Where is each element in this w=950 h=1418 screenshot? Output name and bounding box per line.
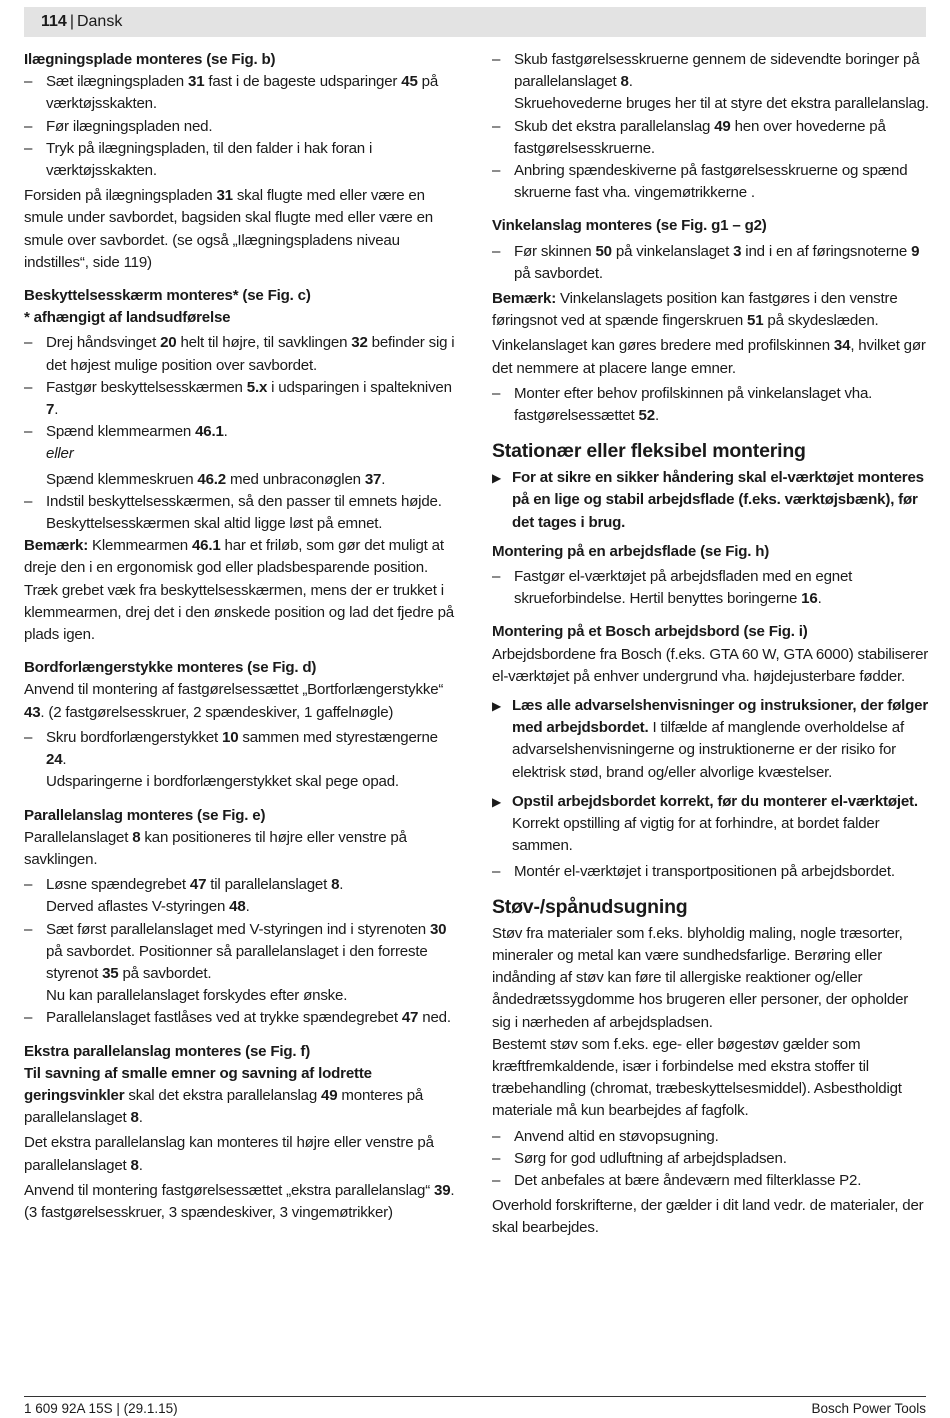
list-item: – Skru bordforlængerstykket 10 sammen med styrestængerne 24. Udsparingerne i bordforlængerstykket skal pege opad. — [24, 728, 438, 791]
paragraph: Bemærk: Klemmearmen 46.1 har et friløb, som gør det muligt at dreje den i en ergonomisk god eller pladsbesparende position. — [24, 537, 444, 577]
dash-bullet: – — [24, 492, 33, 510]
list-item: – Tryk på ilægningspladen, til den falder i hak foran i værktøjsskakten. — [24, 139, 373, 180]
list-item: – Anbring spændeskiverne på fastgørelsesskruerne og spænd skruerne fast vha. vingemøtrikkerne . — [492, 162, 908, 202]
list-item: – Sæt ilægningspladen 31 fast i de bageste udsparinger 45 på værktøjsskakten. — [24, 73, 439, 113]
dash-bullet: – — [24, 334, 33, 352]
warning-item: ▶ For at sikre en sikker håndering skal el-værktøjet monteres på en lige og stabil arbejdsflade (f.eks. værktøjsbænk), før det tages i brug. — [492, 469, 924, 531]
list-item: – Parallelanslaget fastlåses ved at trykke spændegrebet 47 ned. — [24, 1007, 462, 1029]
arrow-bullet-icon: ▶ — [492, 794, 502, 809]
list-item: – Fastgør beskyttelsesskærmen 5.x i udsparingen i spaltekniven 7. — [24, 378, 452, 419]
paragraph: Arbejdsbordene fra Bosch (f.eks. GTA 60 W, GTA 6000) stabiliserer el-værktøjet på enhver undergrund vha. højdejusterbare fødder. — [492, 645, 929, 685]
dash-bullet: – — [492, 242, 501, 260]
heading-ekstra-parallelanslag: Ekstra parallelanslag monteres (se Fig. f) — [24, 1042, 311, 1060]
warning-item: ▶ Læs alle advarselshenvisninger og instruksioner, der følger med arbejdsbordet. I tilfælde af manglende overholdelse af advarselshenvisningerne og instruktionerne er der risiko for elektrisk stød, brand og/eller alvorlige kvæstelser. — [492, 697, 928, 781]
footer-doc-code: 1 609 92A 15S | (29.1.15) — [24, 1401, 178, 1416]
dash-bullet: – — [24, 1009, 33, 1027]
list-item: – Det anbefales at bære åndeværn med filterklasse P2. — [492, 1170, 930, 1192]
dash-bullet: – — [492, 1127, 501, 1145]
list-item: – Løsne spændegrebet 47 til parallelanslaget 8. Derved aflastes V-styringen 48. — [24, 876, 344, 916]
footer-brand: Bosch Power Tools — [811, 1401, 926, 1416]
footer-divider — [24, 1396, 926, 1397]
list-item: – Sørg for god udluftning af arbejdspladsen. — [492, 1148, 930, 1170]
list-item: – Montér el-værktøjet i transportpositionen på arbejdsbordet. — [492, 861, 930, 883]
dash-bullet: – — [492, 568, 501, 586]
paragraph: Træk grebet væk fra beskyttelsesskærmen, mens der er trukket i klemmearmen, drej det i den ønskede position og lad det fjedre på plads igen. — [24, 581, 455, 644]
dash-bullet: – — [24, 73, 33, 91]
dash-bullet: – — [24, 876, 33, 894]
arrow-bullet-icon: ▶ — [492, 699, 502, 714]
list-item: – Skub det ekstra parallelanslag 49 hen over hovederne på fastgørelsesskruerne. — [492, 117, 886, 157]
dash-bullet: – — [24, 728, 33, 746]
list-item: – Anvend altid en støvopsugning. — [492, 1126, 930, 1148]
paragraph: Anvend til montering af fastgørelsessættet „Bortforlængerstykke“ 43. (2 fastgørelsesskruer, 2 spændeskiver, 1 gaffelnøgle) — [24, 681, 444, 721]
dash-bullet: – — [492, 1149, 501, 1167]
dash-bullet: – — [24, 920, 33, 938]
dash-bullet: – — [24, 139, 33, 157]
dash-bullet: – — [24, 117, 33, 135]
page-number: 114 — [41, 13, 67, 30]
heading-beskyttelsesskaerm: Beskyttelsesskærm monteres* (se Fig. c) — [24, 287, 311, 305]
list-item: – Før ilægningspladen ned. — [24, 116, 462, 138]
heading-stov-spanudsugning: Støv-/spånudsugning — [492, 895, 688, 918]
dash-bullet: – — [492, 1171, 501, 1189]
paragraph: Bestemt støv som f.eks. ege- eller bøgestøv gælder som kræftfremkaldende, især i forbindelse med ekstra stoffer til træbehandling (chromat, træbeskyttelsesmiddel). Asbestholdigt materiale må kun bearbejdes af fagfolk. — [492, 1035, 902, 1120]
paragraph: Bemærk: Vinkelanslagets position kan fastgøres i den venstre føringsnot ved at spænde fingerskruen 51 på skydeslæden. — [492, 290, 898, 330]
paragraph: Det ekstra parallelanslag kan monteres til højre eller venstre på parallelanslaget 8. — [24, 1134, 434, 1174]
arrow-bullet-icon: ▶ — [492, 471, 502, 486]
paragraph: Parallelanslaget 8 kan positioneres til højre eller venstre på savklingen. — [24, 828, 407, 868]
heading-vinkelanslag: Vinkelanslag monteres (se Fig. g1 – g2) — [492, 217, 767, 235]
list-item: – Sæt først parallelanslaget med V-styringen ind i styrenoten 30 på savbordet. Positionner så parallelanslaget i den forreste styrenot 35 på savbordet. Nu kan parallelanslaget forskydes efter ønske. — [24, 920, 447, 1005]
heading-stationaer-montering: Stationær eller fleksibel montering — [492, 440, 806, 463]
header-language: Dansk — [76, 13, 123, 30]
dash-bullet: – — [24, 423, 33, 441]
dash-bullet: – — [492, 117, 501, 135]
list-item: – Fastgør el-værktøjet på arbejdsfladen med en egnet skrueforbindelse. Hertil benyttes boringerne 16. — [492, 568, 853, 608]
dash-bullet: – — [492, 162, 501, 180]
list-item: – Spænd klemmearmen 46.1. eller — [24, 423, 228, 463]
list-item: – Drej håndsvinget 20 helt til højre, til savklingen 32 befinder sig i det højest mulige position over savbordet. — [24, 334, 455, 374]
list-item: Spænd klemmeskruen 46.2 med unbraconøglen 37. — [46, 470, 386, 488]
heading-arbejdsflade: Montering på en arbejdsflade (se Fig. h) — [492, 542, 770, 560]
warning-item: ▶ Opstil arbejdsbordet korrekt, før du monterer el-værktøjet. Korrekt opstilling af vigtig for at forhindre, at bordet falder sammen. — [492, 792, 918, 855]
heading-beskyttelsesskaerm-sub: * afhængigt af landsudførelse — [24, 309, 231, 327]
left-column — [24, 49, 462, 1224]
page-header — [24, 7, 926, 37]
right-column — [492, 49, 930, 1240]
list-item: – Skub fastgørelsesskruerne gennem de sidevendte boringer på parallelanslaget 8. Skruehovederne bruges her til at styre det ekstra parallelanslag. — [492, 51, 929, 113]
heading-bordforlaengerstykke: Bordforlængerstykke monteres (se Fig. d) — [24, 659, 317, 677]
paragraph: Forsiden på ilægningspladen 31 skal flugte med eller være en smule under savbordet, bagsiden skal flugte med eller være en smule over savbordet. (se også „Ilægningspladens niveau indstilles“, side 119) — [24, 187, 433, 271]
header-separator: | — [69, 13, 74, 30]
paragraph: Støv fra materialer som f.eks. blyholdig maling, nogle træsorter, mineraler og metal kan være sundhedsfarlige. Berøring eller indånding af støv kan føre til allergiske reaktioner og/eller åndedrætssygdomme hos brugeren eller personer, der opholder sig i nærheden af arbejdspladsen. — [492, 924, 909, 1031]
heading-ilaegningsplade: Ilægningsplade monteres (se Fig. b) — [24, 51, 276, 68]
dash-bullet: – — [492, 51, 501, 68]
paragraph: Til savning af smalle emner og savning af lodrette geringsvinkler skal det ekstra parallelanslag 49 monteres på parallelanslaget 8. — [24, 1064, 424, 1127]
heading-parallelanslag: Parallelanslag monteres (se Fig. e) — [24, 806, 266, 824]
paragraph: Overhold forskrifterne, der gælder i dit land vedr. de materialer, der skal bearbejdes. — [492, 1197, 924, 1237]
paragraph: Anvend til montering fastgørelsessættet „ekstra parallelanslag“ 39. (3 fastgørelsesskruer, 3 spændeskiver, 3 vingemøtrikker) — [24, 1181, 455, 1221]
dash-bullet: – — [24, 378, 33, 396]
dash-bullet: – — [492, 862, 501, 880]
list-item: – Indstil beskyttelsesskærmen, så den passer til emnets højde. Beskyttelsesskærmen skal altid ligge løst på emnet. — [24, 492, 442, 533]
paragraph: Vinkelanslaget kan gøres bredere med profilskinnen 34, hvilket gør det nemmere at placere lange emner. — [492, 337, 926, 377]
heading-bosch-arbejdsbord: Montering på et Bosch arbejdsbord (se Fig. i) — [492, 623, 808, 641]
list-item: – Monter efter behov profilskinnen på vinkelanslaget vha. fastgørelsessættet 52. — [492, 384, 873, 425]
list-item: – Før skinnen 50 på vinkelanslaget 3 ind i en af føringsnoterne 9 på savbordet. — [492, 242, 920, 282]
dash-bullet: – — [492, 384, 501, 402]
